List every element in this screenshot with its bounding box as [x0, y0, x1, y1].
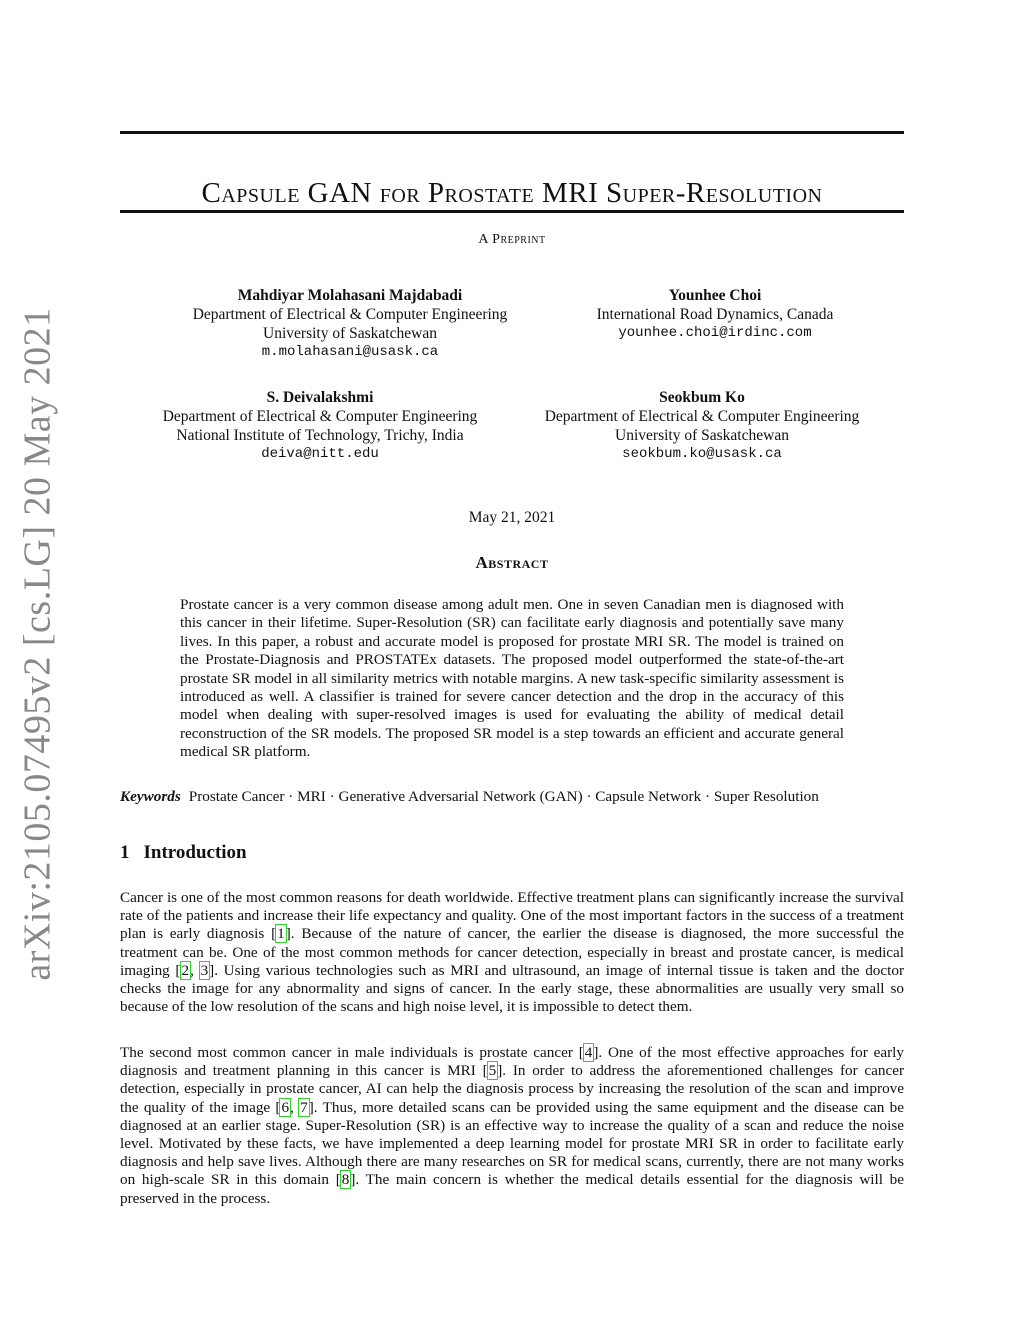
- abstract-heading: Abstract: [475, 553, 549, 572]
- author-affiliation: University of Saskatchewan: [263, 325, 437, 342]
- title-top-rule: [120, 131, 904, 134]
- paragraph-text: ]. The main concern is whether the medical details essential for the diagnosis will be preserved in the process.: [120, 1171, 904, 1207]
- paragraph-text: ]. Using various technologies such as MRI and ultrasound, an image of internal tissue is taken and the doctor checks the image for any abnormality and signs of cancer. In the early stage, these abnormalities are usually very small so because of the low resolution of the scans and high noise level, it is impossible to detect them.: [120, 961, 905, 1016]
- author-affiliation: Department of Electrical & Computer Engineering: [544, 408, 860, 425]
- author-name: Seokbum Ko: [659, 389, 745, 406]
- citation-link[interactable]: 4: [584, 1044, 593, 1061]
- keywords-list: Prostate Cancer · MRI · Generative Adversarial Network (GAN) · Capsule Network · Super Resolution: [188, 788, 819, 805]
- paragraph-text: ]. In order to address the aforementioned challenges for cancer detection, especially in prostate cancer, AI can help the diagnosis process by increasing the resolution of the scan and improve the quality of the image [: [120, 1062, 904, 1116]
- paper-title: Capsule GAN for Prostate MRI Super-Resolution: [201, 177, 823, 210]
- author-email: deiva@nitt.edu: [261, 446, 379, 462]
- author-affiliation: International Road Dynamics, Canada: [596, 306, 834, 323]
- keywords-line: [120, 788, 904, 806]
- citation-link[interactable]: 5: [488, 1062, 497, 1080]
- author-block-4: [500, 388, 904, 464]
- author-block-3: [120, 388, 520, 464]
- author-block-1: [120, 286, 580, 362]
- paragraph-text: ]. Because of the nature of cancer, the earlier the disease is diagnosed, the more successful the treatment can be. One of the most common methods for cancer detection, especially in breast and prostate cancer, is medical imaging [: [120, 925, 904, 979]
- paragraph-text: ]. Thus, more detailed scans can be provided using the same equipment and the disease can be diagnosed at an earlier stage. Super-Resolution (SR) is an effective way to increase the quality of a scan and reduce the noise level. Motivated by these facts, we have implemented a deep learning model for prostate MRI SR in order to facilitate early diagnosis and help save lives. Although there are many researches on SR for medical scans, currently, there are not many works on high-scale SR in this domain [: [120, 1098, 904, 1189]
- abstract-text: Prostate cancer is a very common disease among adult men. One in seven Canadian men is diagnosed with this cancer in their lifetime. Super-Resolution (SR) can facilitate early diagnosis and potentially save many lives. In this paper, a robust and accurate model is proposed for prostate MRI SR. The model is trained on the Prostate-Diagnosis and PROSTATEx datasets. The proposed model outperformed the state-of-the-art prostate SR model in all similarity metrics with notable margins. A new task-specific similarity assessment is introduced as well. A classifier is trained for severe cancer detection and the drop in the accuracy of this model when dealing with super-resolved images is used for evaluating the ability of medical detail reconstruction of the SR models. The proposed SR model is a step towards an efficient and accurate general medical SR platform.: [180, 596, 844, 761]
- intro-paragraph-1: [120, 889, 904, 1016]
- section-title: Introduction: [143, 842, 247, 863]
- publication-date: May 21, 2021: [468, 509, 556, 526]
- citation-link[interactable]: 3: [200, 961, 209, 979]
- section-heading-introduction: [120, 842, 247, 864]
- author-email: younhee.choi@irdinc.com: [618, 325, 812, 341]
- author-affiliation: Department of Electrical & Computer Engineering: [162, 408, 478, 425]
- citation-link[interactable]: 2: [181, 961, 190, 979]
- author-affiliation: National Institute of Technology, Trichy, India: [176, 427, 464, 444]
- author-email: seokbum.ko@usask.ca: [622, 446, 782, 462]
- paragraph-text: ]. One of the most effective approaches for early diagnosis and treatment planning in this cancer is MRI [: [120, 1044, 904, 1080]
- section-number: 1: [120, 842, 130, 863]
- arxiv-identifier-text: arXiv:2105.07495v2 [cs.LG] 20 May 2021: [17, 307, 60, 981]
- arxiv-identifier: [8, 307, 68, 981]
- keywords-label: Keywords: [120, 788, 181, 805]
- author-name: S. Deivalakshmi: [266, 389, 374, 406]
- intro-paragraph-2: [120, 1044, 904, 1208]
- author-name: Younhee Choi: [668, 287, 762, 304]
- citation-link[interactable]: 1: [277, 925, 285, 943]
- paragraph-text: Cancer is one of the most common reasons for death worldwide. Effective treatment plans can significantly increase the survival rate of the patients and increase their life expectancy and quality. One of the most important factors in the success of a treatment plan is early diagnosis [: [120, 889, 904, 943]
- citation-link[interactable]: 8: [341, 1171, 350, 1189]
- paragraph-text: ,: [190, 961, 200, 979]
- title-bottom-rule: [120, 210, 904, 213]
- paragraph-text: ,: [290, 1098, 300, 1116]
- paragraph-text: The second most common cancer in male individuals is prostate cancer [: [120, 1044, 584, 1061]
- citation-link[interactable]: 6: [281, 1098, 290, 1116]
- author-affiliation: Department of Electrical & Computer Engineering: [192, 306, 508, 323]
- author-email: m.molahasani@usask.ca: [261, 344, 439, 360]
- citation-link[interactable]: 7: [300, 1098, 308, 1116]
- author-affiliation: University of Saskatchewan: [615, 427, 789, 444]
- author-name: Mahdiyar Molahasani Majdabadi: [237, 287, 463, 304]
- preprint-label: A Preprint: [478, 232, 546, 247]
- author-block-2: [560, 286, 870, 343]
